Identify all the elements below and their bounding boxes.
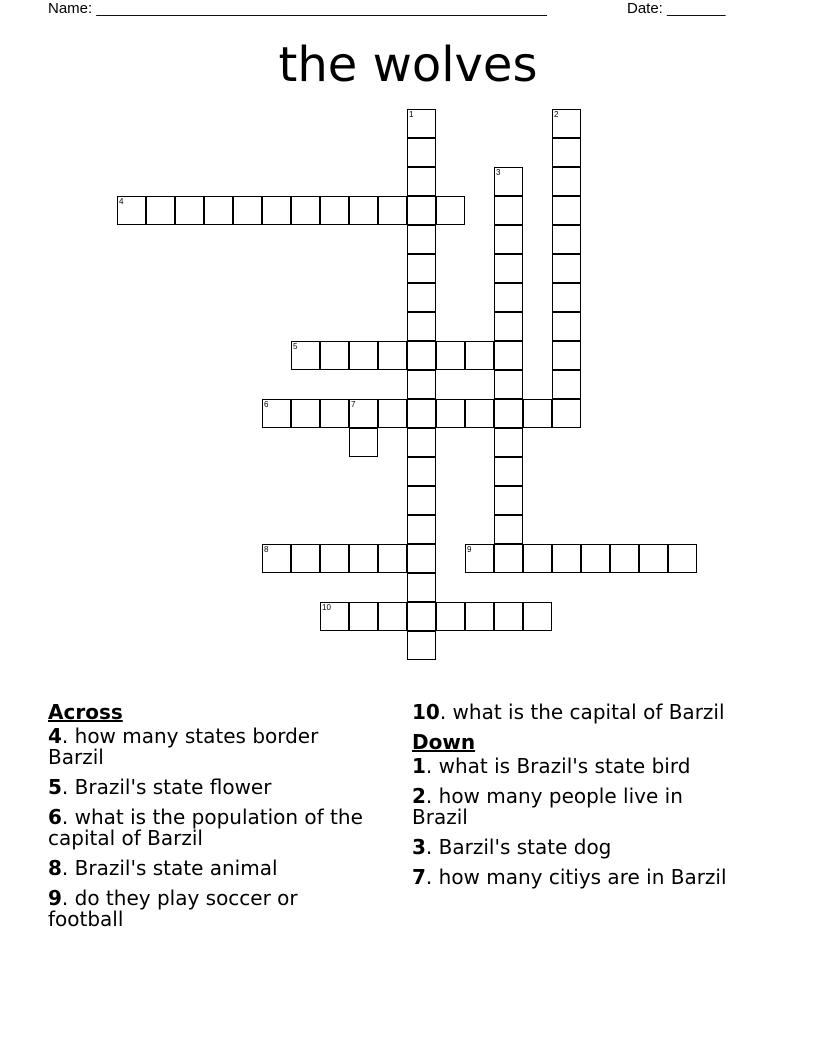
grid-cell[interactable] (494, 196, 523, 225)
grid-cell[interactable] (378, 544, 407, 573)
grid-cell[interactable] (639, 544, 668, 573)
grid-cell[interactable] (262, 399, 291, 428)
grid-cell[interactable] (320, 602, 349, 631)
grid-cell[interactable] (320, 399, 349, 428)
grid-cell[interactable] (175, 196, 204, 225)
grid-cell[interactable] (407, 167, 436, 196)
grid-cell[interactable] (465, 399, 494, 428)
grid-cell[interactable] (378, 602, 407, 631)
grid-cell[interactable] (407, 283, 436, 312)
clue-text: . what is Brazil's state bird (425, 754, 691, 778)
grid-cell[interactable] (494, 486, 523, 515)
clue-text: . how many states border Barzil (48, 724, 319, 769)
cell-number: 3 (496, 168, 501, 177)
grid-cell[interactable] (581, 544, 610, 573)
grid-cell[interactable] (407, 602, 436, 631)
clue-item (48, 858, 368, 879)
across-clue-list (48, 726, 368, 930)
grid-cell[interactable] (552, 225, 581, 254)
grid-cell[interactable] (552, 544, 581, 573)
grid-cell[interactable] (494, 515, 523, 544)
grid-cell[interactable] (349, 196, 378, 225)
grid-cell[interactable] (291, 544, 320, 573)
grid-cell[interactable] (465, 602, 494, 631)
cell-number: 6 (264, 400, 269, 409)
grid-cell[interactable] (552, 312, 581, 341)
grid-cell[interactable] (494, 312, 523, 341)
grid-cell[interactable] (523, 544, 552, 573)
grid-cell[interactable] (349, 428, 378, 457)
grid-cell[interactable] (552, 196, 581, 225)
grid-cell[interactable] (349, 399, 378, 428)
grid-cell[interactable] (378, 341, 407, 370)
clues-right-column (412, 702, 742, 897)
grid-cell[interactable] (378, 196, 407, 225)
grid-cell[interactable] (465, 544, 494, 573)
clue-number: 8 (48, 856, 62, 880)
grid-cell[interactable] (552, 138, 581, 167)
grid-cell[interactable] (494, 370, 523, 399)
grid-cell[interactable] (552, 399, 581, 428)
clue-item (48, 726, 368, 768)
grid-cell[interactable] (552, 254, 581, 283)
puzzle-title: the wolves (278, 37, 538, 93)
clue-item (48, 807, 368, 849)
clue-text: . how many citiys are in Barzil (425, 865, 727, 889)
grid-cell[interactable] (233, 196, 262, 225)
down-clue-list (412, 756, 742, 888)
grid-cell[interactable] (494, 225, 523, 254)
across-heading: Across (48, 700, 123, 724)
grid-cell[interactable] (494, 341, 523, 370)
cell-number: 2 (554, 110, 559, 119)
grid-cell[interactable] (262, 196, 291, 225)
clue-number: 9 (48, 886, 62, 910)
grid-cell[interactable] (349, 602, 378, 631)
grid-cell[interactable] (349, 544, 378, 573)
grid-cell[interactable] (117, 196, 146, 225)
clue-item (48, 777, 368, 798)
grid-cell[interactable] (494, 399, 523, 428)
grid-cell[interactable] (552, 283, 581, 312)
clue-item (48, 888, 368, 930)
grid-cell[interactable] (436, 341, 465, 370)
clue-number: 5 (48, 775, 62, 799)
name-field-label[interactable]: Name: ______________________________________________________ (48, 0, 547, 17)
grid-cell[interactable] (668, 544, 697, 573)
clue-text: . Brazil's state flower (61, 775, 272, 799)
clue-number: 3 (412, 835, 426, 859)
clue-number: 4 (48, 724, 62, 748)
grid-cell[interactable] (407, 196, 436, 225)
cell-number: 4 (119, 197, 124, 206)
grid-cell[interactable] (407, 225, 436, 254)
clue-text: . Brazil's state animal (61, 856, 278, 880)
cell-number: 8 (264, 545, 269, 554)
cell-number: 10 (322, 603, 331, 612)
cell-number: 9 (467, 545, 472, 554)
grid-cell[interactable] (494, 254, 523, 283)
grid-cell[interactable] (349, 341, 378, 370)
cell-number: 7 (351, 400, 356, 409)
grid-cell[interactable] (407, 631, 436, 660)
grid-cell[interactable] (523, 602, 552, 631)
grid-cell[interactable] (291, 341, 320, 370)
grid-cell[interactable] (146, 196, 175, 225)
grid-cell[interactable] (494, 428, 523, 457)
clue-item (412, 837, 742, 858)
grid-cell[interactable] (378, 399, 407, 428)
clue-text: . do they play soccer or football (48, 886, 298, 931)
clue-text: . what is the population of the capital of Barzil (48, 805, 363, 850)
grid-cell[interactable] (262, 544, 291, 573)
grid-cell[interactable] (552, 370, 581, 399)
clue-number: 2 (412, 784, 426, 808)
grid-cell[interactable] (552, 341, 581, 370)
clues-left-column (48, 702, 368, 939)
clue-text: . what is the capital of Barzil (439, 700, 725, 724)
clue-item (412, 702, 742, 723)
grid-cell[interactable] (552, 167, 581, 196)
grid-cell[interactable] (407, 457, 436, 486)
grid-cell[interactable] (320, 196, 349, 225)
grid-cell[interactable] (407, 428, 436, 457)
clue-text: . Barzil's state dog (425, 835, 612, 859)
grid-cell[interactable] (494, 283, 523, 312)
grid-cell[interactable] (407, 515, 436, 544)
down-heading: Down (412, 730, 476, 754)
grid-cell[interactable] (291, 399, 320, 428)
grid-cell[interactable] (407, 544, 436, 573)
grid-cell[interactable] (523, 399, 552, 428)
clue-number: 1 (412, 754, 426, 778)
grid-cell[interactable] (436, 602, 465, 631)
grid-cell[interactable] (407, 573, 436, 602)
cell-number: 5 (293, 342, 298, 351)
clue-item (412, 786, 742, 828)
grid-cell[interactable] (407, 138, 436, 167)
clue-number: 10 (412, 700, 440, 724)
clue-item (412, 867, 742, 888)
grid-cell[interactable] (291, 196, 320, 225)
grid-cell[interactable] (320, 544, 349, 573)
grid-cell[interactable] (407, 399, 436, 428)
grid-cell[interactable] (407, 254, 436, 283)
grid-cell[interactable] (610, 544, 639, 573)
grid-cell[interactable] (407, 109, 436, 138)
clue-text: . how many people live in Brazil (412, 784, 683, 829)
grid-cell[interactable] (436, 399, 465, 428)
clue-item (412, 756, 742, 777)
grid-cell[interactable] (494, 167, 523, 196)
cell-number: 1 (409, 110, 414, 119)
grid-cell[interactable] (407, 341, 436, 370)
grid-cell[interactable] (407, 370, 436, 399)
clue-number: 6 (48, 805, 62, 829)
grid-cell[interactable] (320, 341, 349, 370)
clue-number: 7 (412, 865, 426, 889)
date-field-label[interactable]: Date: _______ (627, 0, 726, 17)
grid-cell[interactable] (407, 486, 436, 515)
grid-cell[interactable] (494, 602, 523, 631)
grid-cell[interactable] (494, 457, 523, 486)
grid-cell[interactable] (552, 109, 581, 138)
across-clue-list-continued (412, 702, 742, 723)
grid-cell[interactable] (204, 196, 233, 225)
grid-cell[interactable] (465, 341, 494, 370)
grid-cell[interactable] (407, 312, 436, 341)
grid-cell[interactable] (436, 196, 465, 225)
grid-cell[interactable] (494, 544, 523, 573)
